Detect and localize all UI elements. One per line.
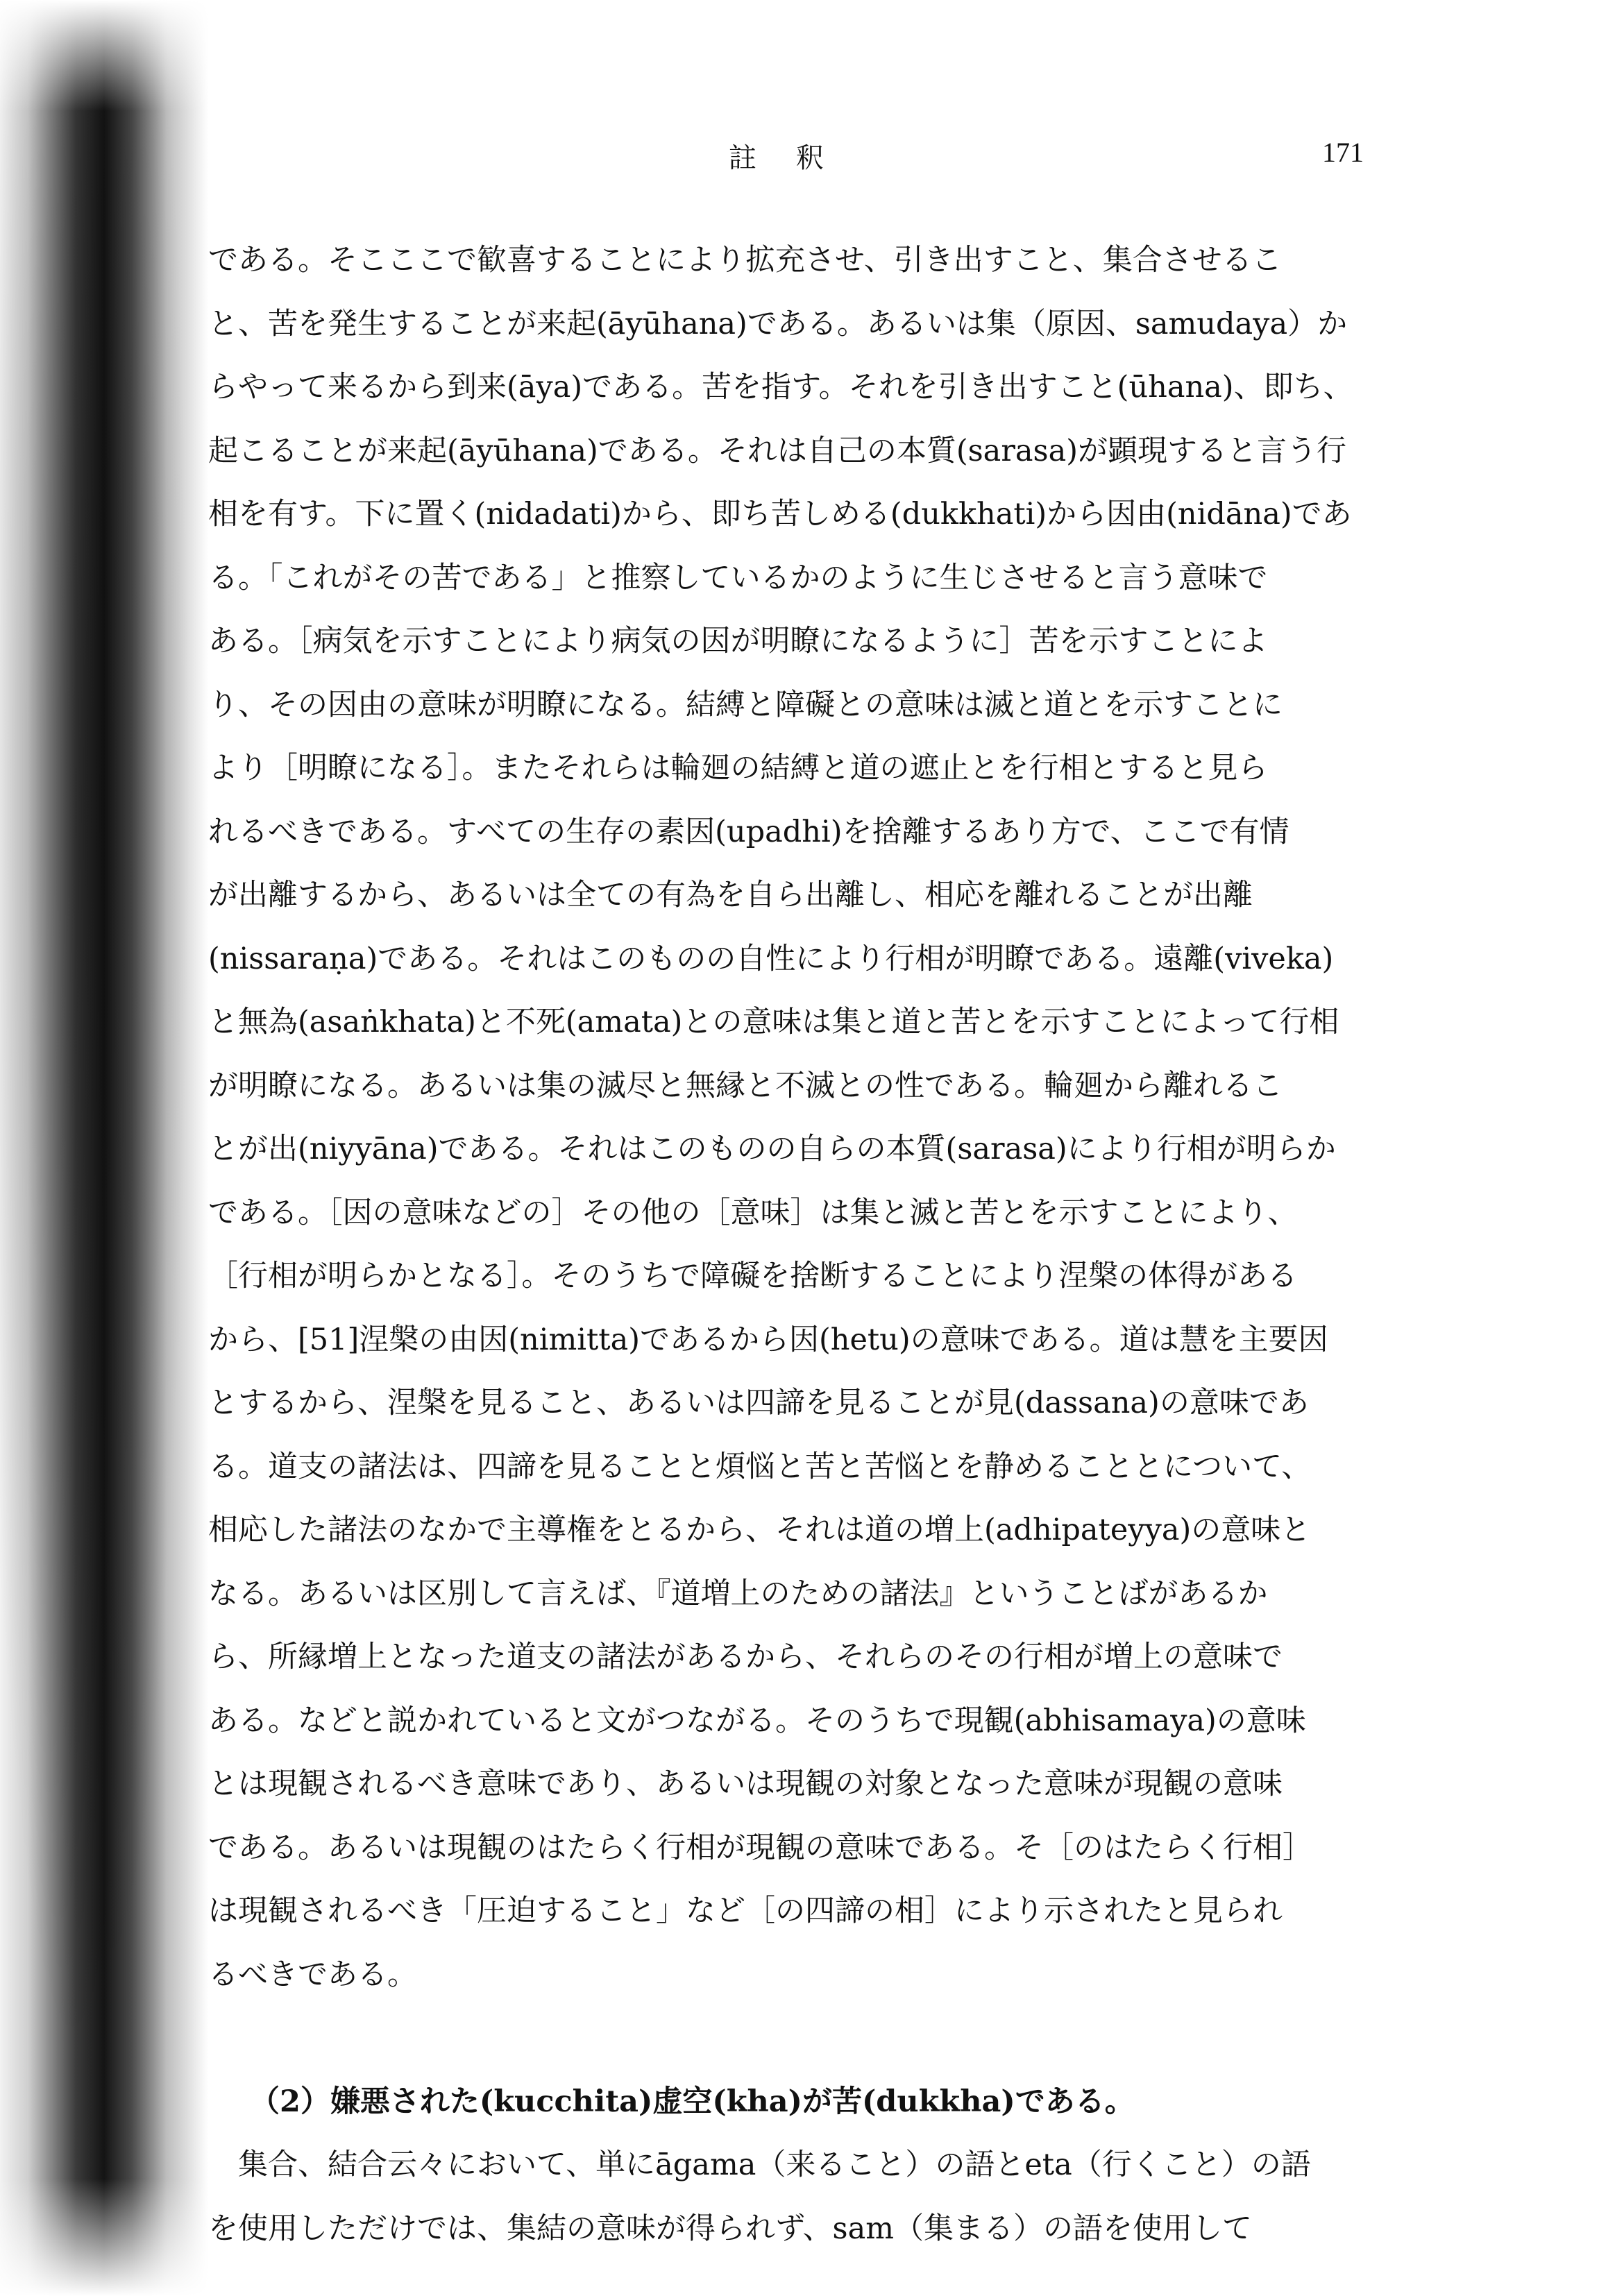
running-header: 註 釈	[729, 142, 839, 174]
text-line: ら、所縁増上となった道支の諸法があるから、それらのその行相が増上の意味で	[208, 1640, 1283, 1674]
text-line: と無為(asaṅkhata)と不死(amata)との意味は集と道と苦とを示すことによって行相	[208, 1005, 1339, 1039]
page-number: 171	[1322, 137, 1364, 168]
paragraph-gap	[208, 2007, 1398, 2070]
text-line: とするから、涅槃を見ること、あるいは四諦を見ることが見(dassana)の意味であ	[208, 1386, 1309, 1420]
text-line: と、苦を発生することが来起(āyūhana)である。あるいは集（原因、samudaya）か	[208, 306, 1348, 341]
text-line: 起こることが来起(āyūhana)である。それは自己の本質(sarasa)が顕現すると言う行	[208, 433, 1346, 468]
text-line: が明瞭になる。あるいは集の滅尽と無縁と不滅との性である。輪廻から離れるこ	[208, 1068, 1283, 1103]
text-line: から、[51]涅槃の由因(nimitta)であるから因(hetu)の意味である。道は慧を主要因	[208, 1322, 1328, 1357]
text-line: れるべきである。すべての生存の素因(upadhi)を捨離するあり方で、ここで有情	[208, 814, 1289, 849]
text-line: らやって来るから到来(āya)である。苦を指す。それを引き出すこと(ūhana)、即ち、	[208, 370, 1353, 405]
text-line: を使用しただけでは、集結の意味が得られず、sam（集まる）の語を使用して	[208, 2211, 1253, 2246]
text-line: (nissaraṇa)である。それはこのものの自性により行相が明瞭である。遠離(viveka)	[208, 941, 1334, 976]
text-line: である。［因の意味などの］その他の［意味］は集と滅と苦とを示すことにより、	[208, 1195, 1298, 1230]
text-line: なる。あるいは区別して言えば、『道増上のための諸法』ということばがあるか	[208, 1576, 1268, 1611]
text-line: る。「これがその苦である」と推察しているかのように生じさせると言う意味で	[208, 560, 1268, 595]
text-line: 相応した諸法のなかで主導権をとるから、それは道の増上(adhipateyya)の意味と	[208, 1513, 1311, 1547]
text-line: より［明瞭になる］。またそれらは輪廻の結縛と道の遮止とを行相とすると見ら	[208, 751, 1268, 785]
scan-gutter-shadow	[0, 0, 208, 2296]
section-heading: （2）嫌悪された(kucchita)虚空(kha)が苦(dukkha)である。	[250, 2084, 1135, 2119]
text-line: り、その因由の意味が明瞭になる。結縛と障礙との意味は滅と道とを示すことに	[208, 687, 1283, 722]
text-line: は現観されるべき「圧迫すること」など［の四諦の相］により示されたと見られ	[208, 1894, 1283, 1928]
text-line: が出離するから、あるいは全ての有為を自ら出離し、相応を離れることが出離	[208, 878, 1253, 912]
text-line: 相を有す。下に置く(nidadati)から、即ち苦しめる(dukkhati)から因由(nidāna)であ	[208, 497, 1352, 532]
text-line: ［行相が明らかとなる］。そのうちで障礙を捨断することにより涅槃の体得がある	[208, 1259, 1298, 1293]
text-line: である。そこここで歓喜することにより拡充させ、引き出すこと、集合させるこ	[208, 243, 1282, 278]
text-line: とが出(niyyāna)である。それはこのものの自らの本質(sarasa)により行相が明らか	[208, 1132, 1336, 1166]
text-line: ある。［病気を示すことにより病気の因が明瞭になるように］苦を示すことによ	[208, 624, 1268, 658]
text-line: 集合、結合云々において、単にāgama（来ること）の語とeta（行くこと）の語	[238, 2148, 1311, 2182]
text-line: る。道支の諸法は、四諦を見ることと煩悩と苦と苦悩とを静めることとについて、	[208, 1449, 1312, 1484]
text-line: である。あるいは現観のはたらく行相が現観の意味である。そ［のはたらく行相］	[208, 1830, 1312, 1865]
text-line: ある。などと説かれていると文がつながる。そのうちで現観(abhisamaya)の意味	[208, 1703, 1306, 1738]
scan-gutter-fade-bottom	[0, 2179, 208, 2296]
scan-gutter-fade-top	[0, 0, 208, 111]
body-text	[208, 229, 1398, 2261]
text-line: とは現観されるべき意味であり、あるいは現観の対象となった意味が現観の意味	[208, 1767, 1283, 1801]
text-line: るべきである。	[208, 1957, 417, 1992]
